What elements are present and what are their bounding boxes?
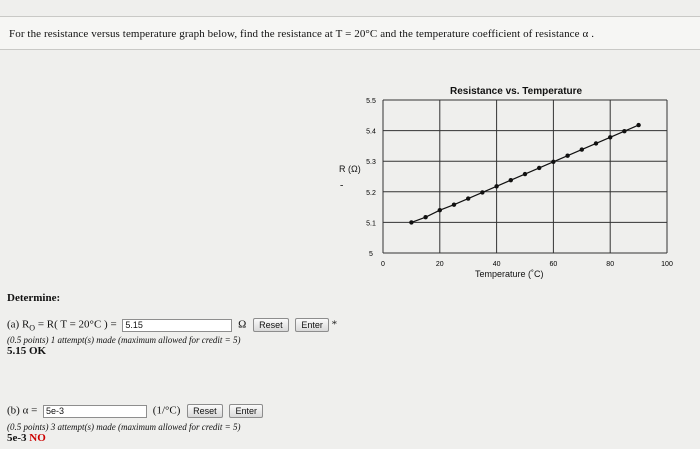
axis-dash-mark: - bbox=[340, 180, 344, 191]
part-a-status bbox=[7, 345, 46, 357]
chart-title: Resistance vs. Temperature bbox=[450, 86, 583, 97]
data-point bbox=[594, 141, 598, 145]
data-point bbox=[438, 208, 442, 212]
data-point bbox=[565, 153, 569, 157]
x-tick-label: 0 bbox=[381, 261, 385, 268]
x-tick-label: 60 bbox=[549, 261, 558, 268]
part-b-attempts: (0.5 points) 3 attempt(s) made (maximum allowed for credit = 5) bbox=[7, 422, 241, 432]
part-b-status-badge: NO bbox=[29, 432, 46, 444]
data-point bbox=[480, 190, 484, 194]
y-tick-label: 5.5 bbox=[366, 98, 376, 105]
part-a-star: * bbox=[331, 318, 338, 331]
determine-label: Determine: bbox=[7, 292, 61, 304]
part-a-enter-button[interactable]: Enter bbox=[295, 318, 329, 332]
y-tick-label: 5.3 bbox=[366, 159, 376, 167]
part-b-enter-button[interactable]: Enter bbox=[229, 404, 263, 418]
y-tick-label: 5.2 bbox=[366, 189, 376, 197]
part-b-reset-button[interactable]: Reset bbox=[187, 404, 223, 418]
data-point bbox=[537, 166, 541, 170]
part-a-subscript: O bbox=[29, 323, 36, 333]
x-tick-label: 40 bbox=[492, 261, 501, 268]
data-point bbox=[452, 202, 456, 206]
data-point bbox=[622, 129, 626, 133]
data-point bbox=[551, 160, 555, 164]
data-point bbox=[509, 178, 513, 182]
y-axis-label: R (Ω) bbox=[339, 164, 361, 174]
y-tick-label: 5.4 bbox=[366, 128, 376, 136]
data-point bbox=[608, 135, 612, 139]
data-point bbox=[466, 196, 470, 200]
part-a-row bbox=[7, 318, 337, 333]
y-tick-label: 5 bbox=[369, 251, 373, 258]
part-a-status-value: 5.15 bbox=[7, 345, 27, 357]
chart-panel bbox=[330, 80, 673, 290]
data-point bbox=[494, 184, 498, 188]
part-a-formula: = R( T = 20°C ) = bbox=[35, 318, 120, 331]
part-b-status-value: 5e-3 bbox=[7, 432, 27, 444]
data-point bbox=[580, 147, 584, 151]
part-b-unit: (1/°C) bbox=[152, 404, 181, 417]
x-tick-label: 20 bbox=[435, 261, 444, 268]
part-a-status-badge: OK bbox=[29, 345, 47, 357]
question-text: For the resistance versus temperature graph below, find the resistance at T = 20°C and the temperature coefficient of resistance α . bbox=[9, 28, 595, 40]
data-point bbox=[423, 215, 427, 219]
resistance-chart bbox=[330, 80, 673, 290]
x-tick-label: 100 bbox=[661, 261, 673, 268]
part-b-row bbox=[7, 404, 263, 418]
question-box bbox=[0, 16, 700, 50]
part-a-answer-input[interactable]: 5.15 bbox=[122, 319, 232, 332]
part-b-answer-input[interactable]: 5e-3 bbox=[43, 405, 147, 418]
part-a-reset-button[interactable]: Reset bbox=[253, 318, 289, 332]
data-point bbox=[636, 123, 640, 127]
x-axis-label: Temperature (˚C) bbox=[475, 269, 544, 279]
part-b-status bbox=[7, 432, 46, 444]
part-a-attempts: (0.5 points) 1 attempt(s) made (maximum allowed for credit = 5) bbox=[7, 335, 241, 345]
data-point bbox=[409, 220, 413, 224]
data-point bbox=[523, 172, 527, 176]
part-a-prefix: (a) R bbox=[7, 318, 30, 331]
part-a-unit: Ω bbox=[238, 318, 247, 331]
part-b-prefix: (b) α = bbox=[7, 404, 41, 417]
x-tick-label: 80 bbox=[606, 261, 615, 268]
y-tick-label: 5.1 bbox=[366, 220, 376, 228]
